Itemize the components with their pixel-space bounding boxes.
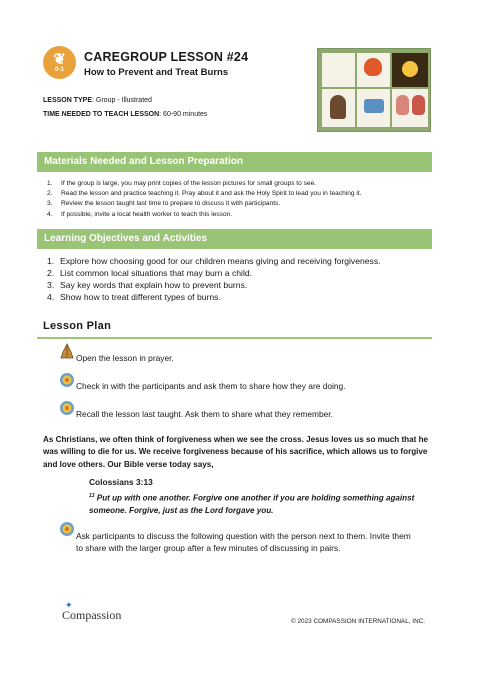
lesson-time-value: : 60-90 minutes (159, 111, 208, 118)
plan-step-2: Check in with the participants and ask them to share how they are doing. (76, 381, 346, 391)
copyright: © 2023 COMPASSION INTERNATIONAL, INC. (291, 618, 426, 625)
fire-icon (364, 58, 382, 76)
list-item: 3. Review the lesson taught last time to prepare to discuss it with participants. (47, 200, 281, 208)
list-item: 2. Read the lesson and practice teaching it. Pray about it and ask the Holy Spirit to lead you in teaching it. (47, 190, 362, 198)
lamp-icon (402, 61, 418, 77)
flower-icon (59, 400, 75, 416)
compassion-logo: ✦ Compassion (62, 600, 122, 622)
plan-step-3: Recall the lesson last taught. Ask them to share what they remember. (76, 409, 333, 419)
verse-number: 13 (89, 493, 95, 499)
praying-hands-icon (59, 343, 75, 359)
lesson-plan-heading: Lesson Plan (43, 320, 112, 332)
lesson-type-value: : Group - Illustrated (92, 97, 152, 104)
list-item: 4. Show how to treat different types of burns. (47, 292, 221, 302)
list-item: 1. If the group is large, you may print copies of the lesson pictures for small groups to see. (47, 180, 317, 187)
lesson-type (43, 97, 152, 104)
lesson-time (43, 111, 207, 118)
verse-reference: Colossians 3:13 (89, 477, 153, 487)
list-item: 2. List common local situations that may burn a child. (47, 268, 253, 278)
lesson-title: CAREGROUP LESSON #24 (84, 50, 249, 64)
hand-icon (396, 95, 409, 115)
lesson-plan-divider (37, 337, 432, 339)
objectives-heading: Learning Objectives and Activities (37, 229, 432, 249)
objectives-list (47, 256, 381, 304)
age-badge-label: 0-1 (55, 66, 64, 73)
materials-heading: Materials Needed and Lesson Preparation (37, 152, 432, 172)
mother-child-icon: ❦ (53, 50, 66, 68)
lesson-type-label: LESSON TYPE (43, 97, 93, 104)
flower-icon (59, 521, 75, 537)
lesson-pictures-thumbnail (317, 48, 431, 132)
burned-hand-icon (412, 95, 425, 115)
lesson-time-label: TIME NEEDED TO TEACH LESSON (43, 111, 160, 118)
lesson-subtitle: How to Prevent and Treat Burns (84, 67, 229, 78)
forgiveness-paragraph: As Christians, we often think of forgiveness when we see the cross. Jesus loves us so much that he was willing to die for us. We receive forgiveness because of his sacrifice, which allows us to forgive and love others. Our Bible verse today says, (43, 435, 429, 469)
child-icon (330, 95, 346, 119)
plan-step-1: Open the lesson in prayer. (76, 353, 174, 363)
flower-icon (59, 372, 75, 388)
pot-icon (364, 99, 384, 113)
list-item: 4. If possible, invite a local health worker to teach this lesson. (47, 210, 233, 218)
materials-list (47, 180, 362, 221)
list-item: 1. Explore how choosing good for our children means giving and receiving forgiveness. (47, 256, 381, 266)
age-badge-icon (43, 46, 76, 79)
logo-figure-icon: ✦ (65, 600, 73, 610)
plan-step-4: Ask participants to discuss the following question with the person next to them. Invite them to share with the larger group after a few minutes of discussing in pairs. (76, 531, 411, 553)
list-item: 3. Say key words that explain how to prevent burns. (47, 280, 248, 290)
verse-text: $^{13}$ Put up with one another. Forgive one another if you are holding something against someone. Forgive, just as the Lord forgave you. (89, 493, 415, 515)
